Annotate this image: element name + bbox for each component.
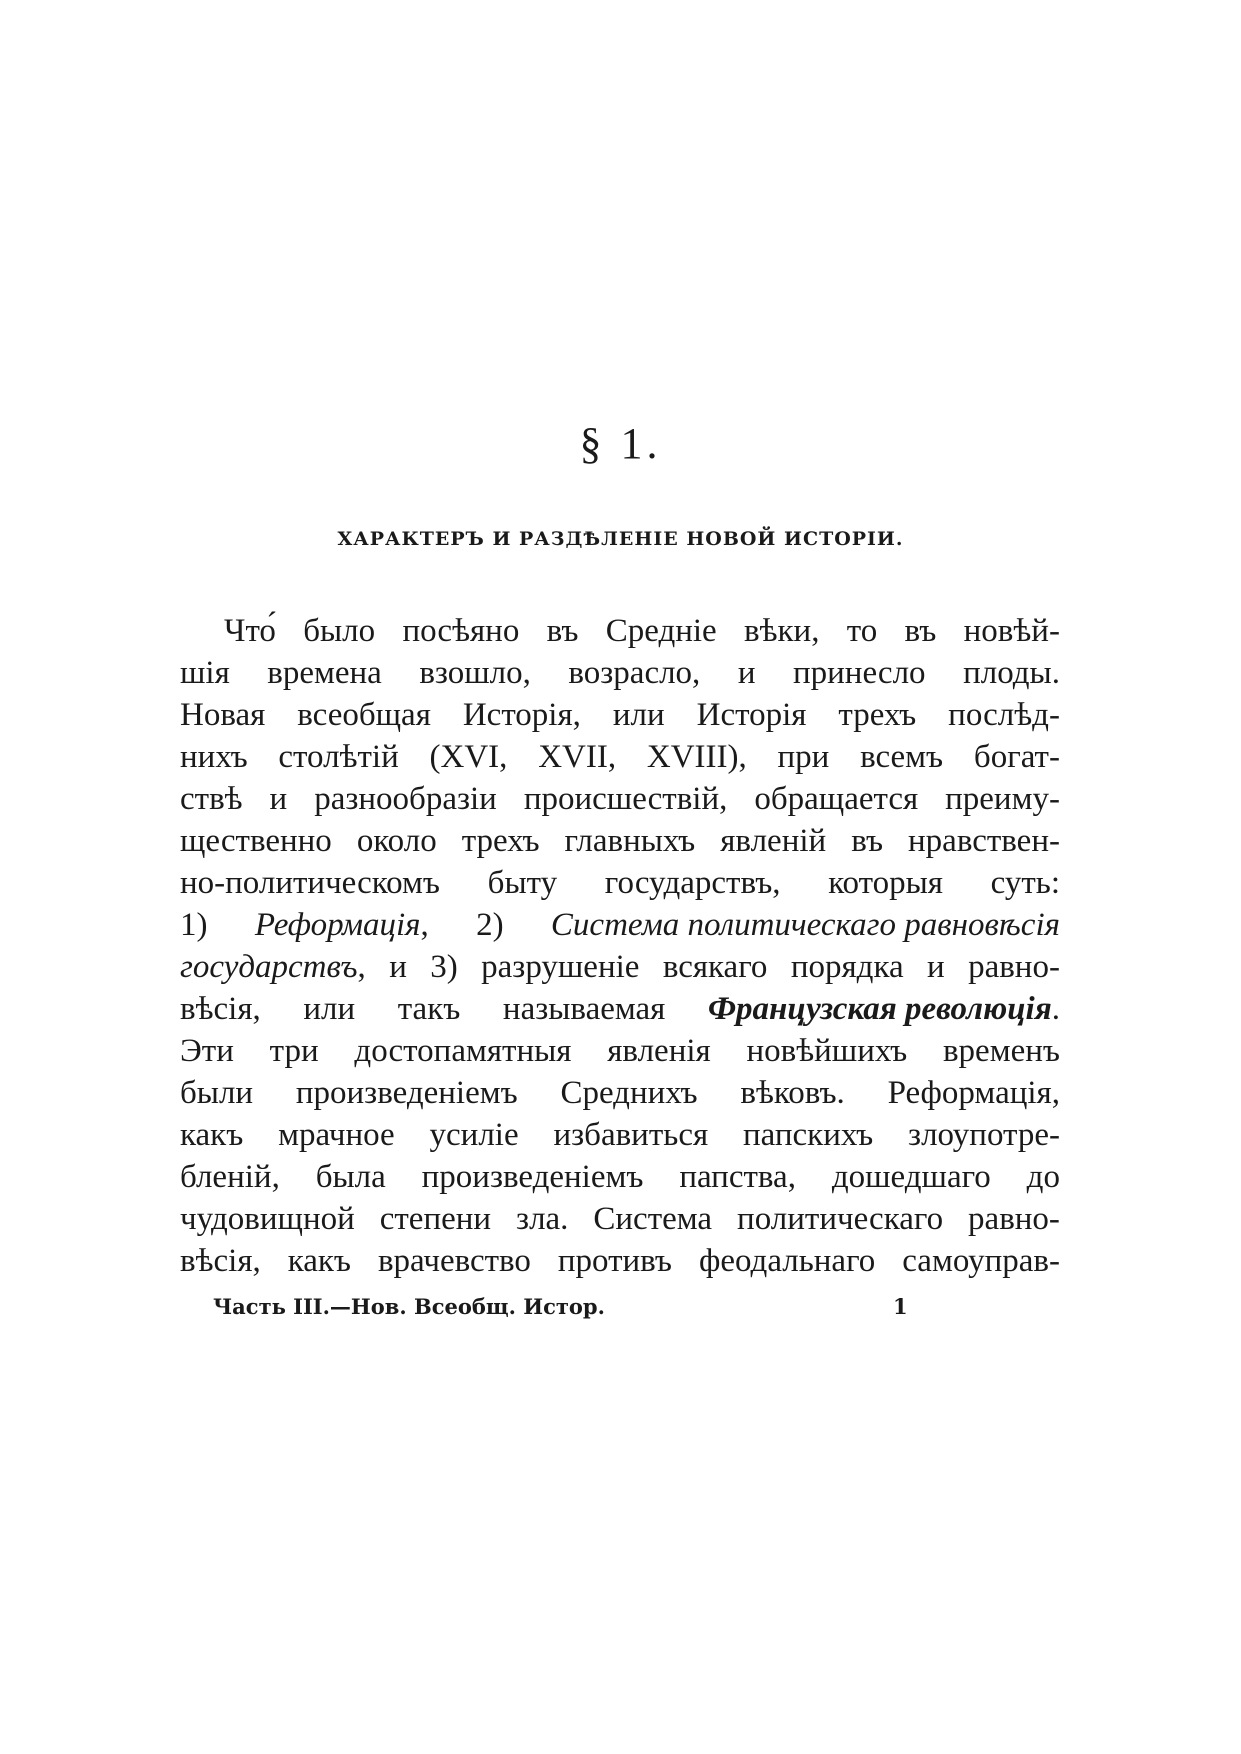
word: всякаго bbox=[662, 949, 768, 985]
word: явленій bbox=[720, 823, 827, 859]
word: бленій, bbox=[180, 1159, 280, 1195]
text-line bbox=[180, 988, 1060, 1030]
punct: . bbox=[1051, 991, 1060, 1027]
page-footer bbox=[213, 1294, 913, 1319]
word: плоды. bbox=[963, 655, 1060, 691]
word: какъ bbox=[180, 1117, 244, 1153]
word: всемъ bbox=[860, 739, 944, 775]
word: нихъ bbox=[180, 739, 248, 775]
word: политическаго bbox=[737, 1201, 944, 1237]
italic-term bbox=[708, 988, 1060, 1030]
text-line bbox=[180, 610, 1060, 652]
body-text bbox=[180, 610, 1060, 1282]
word: временъ bbox=[942, 1033, 1060, 1069]
word: или bbox=[612, 697, 665, 733]
word: Среднихъ bbox=[560, 1075, 698, 1111]
word: въ bbox=[546, 613, 579, 649]
word: въ bbox=[851, 823, 884, 859]
text-line bbox=[180, 778, 1060, 820]
word: и bbox=[269, 781, 288, 817]
word: которыя bbox=[828, 865, 943, 901]
section-mark: § 1. bbox=[579, 419, 662, 468]
word: около bbox=[356, 823, 437, 859]
punct: , bbox=[420, 907, 429, 943]
word: принесло bbox=[792, 655, 926, 691]
word: степени bbox=[379, 1201, 492, 1237]
word: происшествій, bbox=[523, 781, 728, 817]
word: папскихъ bbox=[743, 1117, 874, 1153]
italic-word: государствъ bbox=[180, 949, 358, 985]
word: вѣсія, bbox=[180, 1243, 261, 1279]
word: щественно bbox=[180, 823, 332, 859]
word: главныхъ bbox=[564, 823, 696, 859]
text-line bbox=[180, 1030, 1060, 1072]
text-line bbox=[180, 694, 1060, 736]
word: называемая bbox=[502, 991, 666, 1027]
word: противъ bbox=[557, 1243, 672, 1279]
word: быту bbox=[487, 865, 558, 901]
text-line bbox=[180, 1114, 1060, 1156]
text-line bbox=[180, 862, 1060, 904]
word: мрачное bbox=[278, 1117, 395, 1153]
word: то bbox=[846, 613, 878, 649]
word: новѣй- bbox=[963, 613, 1060, 649]
word: самоуправ- bbox=[902, 1243, 1060, 1279]
italic-word: Реформація bbox=[254, 907, 421, 943]
word: какъ bbox=[287, 1243, 351, 1279]
word: была bbox=[315, 1159, 386, 1195]
word: достопамятныя bbox=[354, 1033, 572, 1069]
word: папства, bbox=[679, 1159, 796, 1195]
word: трехъ bbox=[461, 823, 540, 859]
word: нравствен- bbox=[908, 823, 1060, 859]
word: 1) bbox=[180, 907, 208, 943]
word: Система bbox=[593, 1201, 713, 1237]
signature-mark: Часть III.—Нов. Всеобщ. Истор. bbox=[213, 1294, 605, 1319]
word: Средніе bbox=[605, 613, 717, 649]
word: и bbox=[389, 949, 407, 985]
word: и bbox=[927, 949, 945, 985]
word: всеобщая bbox=[297, 697, 431, 733]
word: порядка bbox=[790, 949, 904, 985]
word: 3) bbox=[430, 949, 458, 985]
word: возрасло, bbox=[568, 655, 701, 691]
word: злоупотре- bbox=[908, 1117, 1060, 1153]
text-line bbox=[180, 904, 1060, 946]
word: посѣяно bbox=[402, 613, 520, 649]
word: XVII, bbox=[538, 739, 617, 775]
page-number: 1 bbox=[893, 1294, 908, 1319]
word: въ bbox=[904, 613, 937, 649]
punct: , bbox=[357, 949, 366, 985]
text-line bbox=[180, 652, 1060, 694]
word: но-политическомъ bbox=[180, 865, 440, 901]
text-line bbox=[180, 1156, 1060, 1198]
word: были bbox=[180, 1075, 254, 1111]
word: вѣсія, bbox=[180, 991, 261, 1027]
word: произведеніемъ bbox=[421, 1159, 644, 1195]
text-line bbox=[180, 1240, 1060, 1282]
word: вѣки, bbox=[744, 613, 820, 649]
word: шія bbox=[180, 655, 230, 691]
word: Исторія bbox=[696, 697, 807, 733]
italic-term bbox=[255, 904, 429, 946]
word: обращается bbox=[754, 781, 919, 817]
word: разрушеніе bbox=[481, 949, 640, 985]
word: три bbox=[269, 1033, 319, 1069]
word: избавиться bbox=[553, 1117, 709, 1153]
word: столѣтій bbox=[278, 739, 399, 775]
text-line bbox=[180, 820, 1060, 862]
word: усиліе bbox=[429, 1117, 519, 1153]
word: произведеніемъ bbox=[295, 1075, 518, 1111]
italic-word: Французская революція bbox=[707, 991, 1052, 1027]
word: (XVI, bbox=[429, 739, 508, 775]
word: государствъ, bbox=[604, 865, 781, 901]
word: Что́ bbox=[224, 613, 276, 649]
word: Эти bbox=[180, 1033, 234, 1069]
word: врачевство bbox=[377, 1243, 531, 1279]
word: ствѣ bbox=[180, 781, 243, 817]
word: 2) bbox=[476, 907, 504, 943]
word: Исторія, bbox=[462, 697, 581, 733]
word: зла. bbox=[516, 1201, 569, 1237]
word: было bbox=[303, 613, 376, 649]
word: богат- bbox=[973, 739, 1060, 775]
word: времена bbox=[267, 655, 382, 691]
word: и bbox=[737, 655, 756, 691]
text-line bbox=[180, 946, 1060, 988]
italic-term bbox=[180, 946, 366, 988]
word: разнообразіи bbox=[314, 781, 497, 817]
word: XVIII), bbox=[646, 739, 747, 775]
word: дошедшаго bbox=[831, 1159, 991, 1195]
word: Новая bbox=[180, 697, 266, 733]
word: новѣйшихъ bbox=[746, 1033, 908, 1069]
word: феодальнаго bbox=[698, 1243, 876, 1279]
word: такъ bbox=[397, 991, 461, 1027]
text-line bbox=[180, 736, 1060, 778]
word: Реформація, bbox=[887, 1075, 1060, 1111]
chapter-title: ХАРАКТЕРЪ И РАЗДѢЛЕНІЕ НОВОЙ ИСТОРІИ. bbox=[337, 528, 904, 550]
word: трехъ bbox=[838, 697, 917, 733]
word: или bbox=[303, 991, 356, 1027]
word: до bbox=[1026, 1159, 1060, 1195]
word: взошло, bbox=[419, 655, 531, 691]
word: преиму- bbox=[945, 781, 1060, 817]
word: суть: bbox=[990, 865, 1060, 901]
word: послѣд- bbox=[948, 697, 1060, 733]
italic-term: Система политическаго равновѣсія bbox=[550, 907, 1060, 943]
word: вѣковъ. bbox=[740, 1075, 845, 1111]
text-line bbox=[180, 1198, 1060, 1240]
text-line bbox=[180, 1072, 1060, 1114]
word: чудовищной bbox=[180, 1201, 355, 1237]
word: равно- bbox=[968, 1201, 1060, 1237]
word: при bbox=[777, 739, 830, 775]
word: явленія bbox=[607, 1033, 711, 1069]
word: равно- bbox=[968, 949, 1060, 985]
